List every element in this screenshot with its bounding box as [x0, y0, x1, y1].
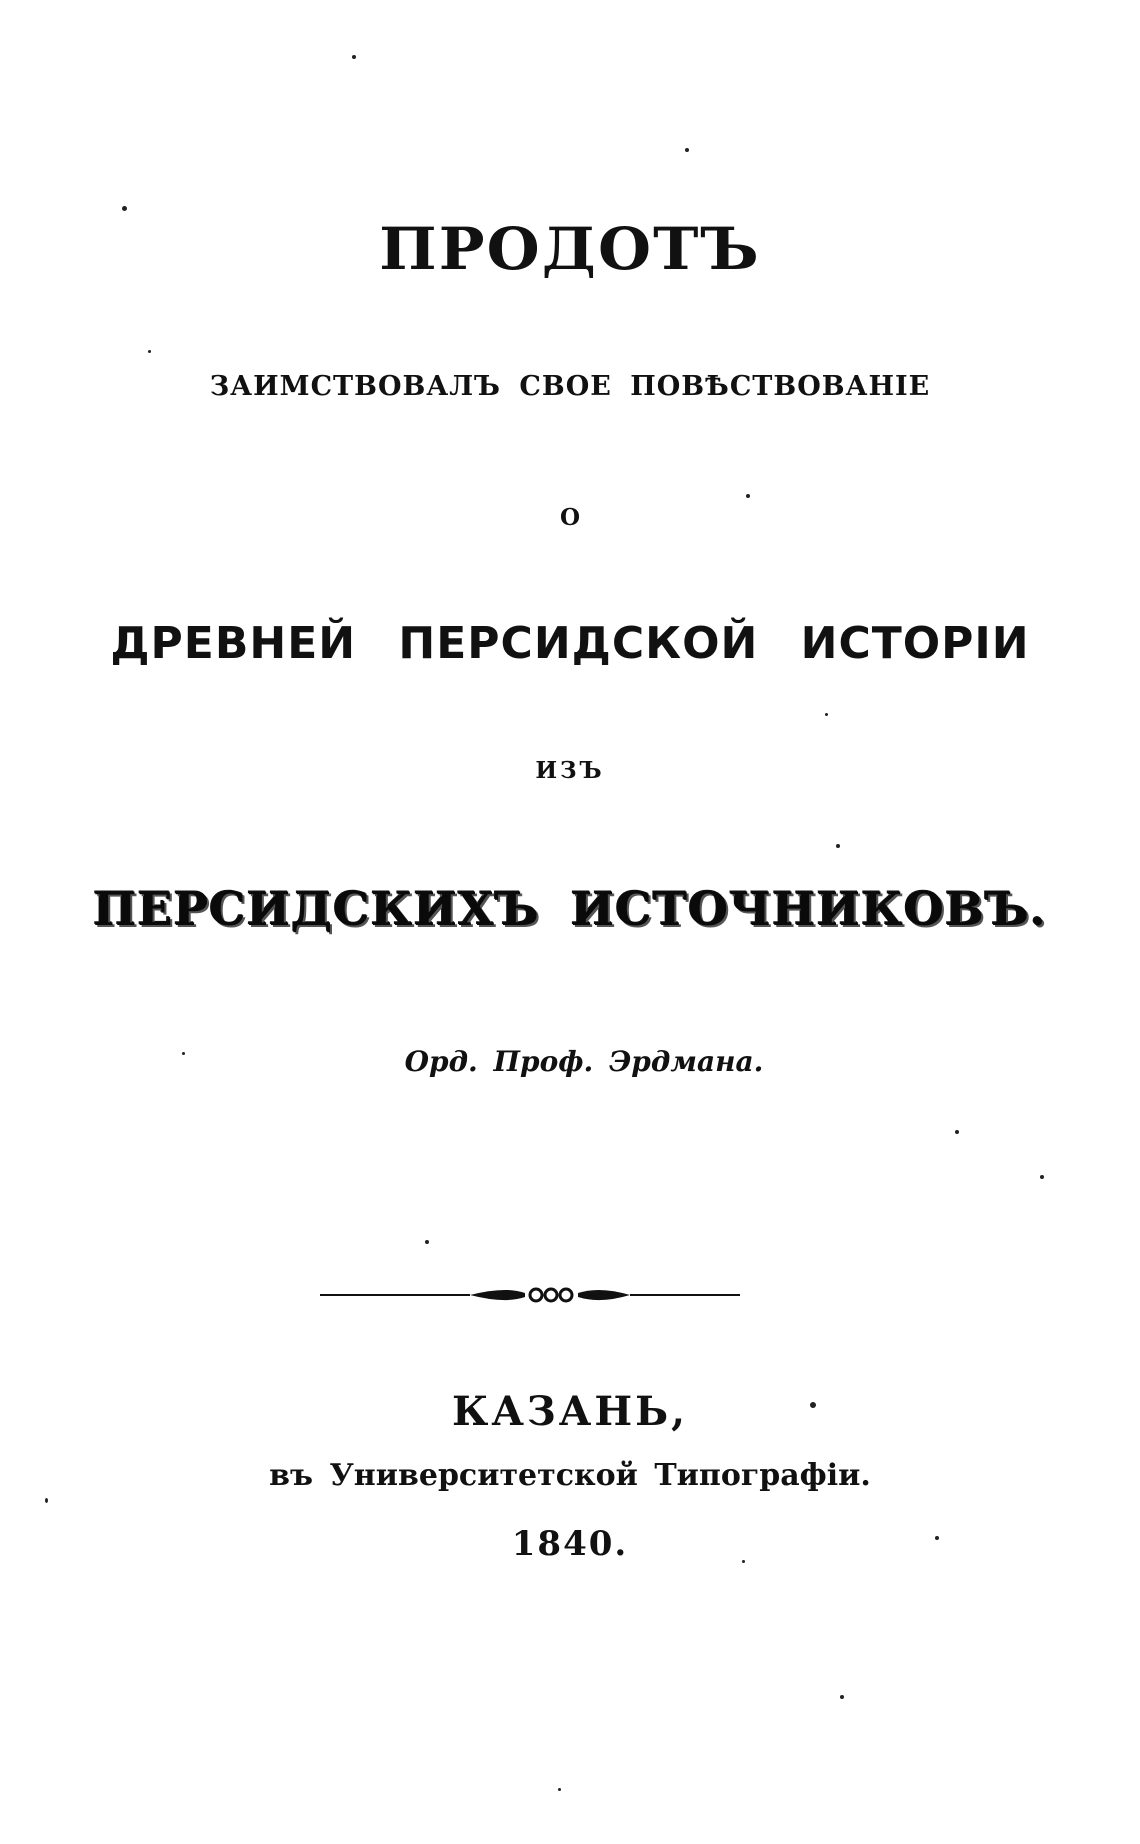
- ornamental-rule-icon: [320, 1282, 740, 1308]
- preposition-iz: ИЗЪ: [535, 757, 605, 784]
- city-line: КАЗАНЬ,: [451, 1388, 689, 1435]
- scan-speck: [955, 1130, 959, 1134]
- scan-speck: [685, 148, 689, 152]
- scan-speck: [148, 350, 151, 353]
- scan-speck: [836, 844, 840, 848]
- scan-speck: [425, 1240, 429, 1244]
- book-title: ПРОДОТЪ: [379, 215, 761, 283]
- scan-speck: [1040, 1175, 1044, 1179]
- press-line: въ Университетской Типографіи.: [269, 1458, 871, 1493]
- year-line: 1840.: [511, 1524, 629, 1564]
- scan-speck: [352, 55, 356, 59]
- scan-speck: [182, 1052, 185, 1055]
- sources-line: ПЕРСИДСКИХЪ ИСТОЧНИКОВЪ.: [93, 882, 1047, 936]
- scan-speck: [558, 1788, 561, 1791]
- scan-speck: [45, 1498, 48, 1503]
- preposition-o: О: [559, 504, 581, 531]
- scan-speck: [840, 1695, 844, 1699]
- history-line: ДРЕВНЕЙ ПЕРСИДСКОЙ ИСТОРІИ: [110, 618, 1030, 669]
- scan-speck: [122, 206, 127, 211]
- scan-speck: [825, 713, 828, 716]
- author-line: Орд. Проф. Эрдмана.: [404, 1045, 764, 1078]
- scan-speck: [810, 1402, 816, 1408]
- scan-speck: [742, 1560, 745, 1563]
- scan-speck: [746, 494, 750, 498]
- scan-speck: [935, 1536, 939, 1540]
- book-subtitle: ЗАИМСТВОВАЛЪ СВОЕ ПОВѢСТВОВАНІЕ: [209, 371, 931, 402]
